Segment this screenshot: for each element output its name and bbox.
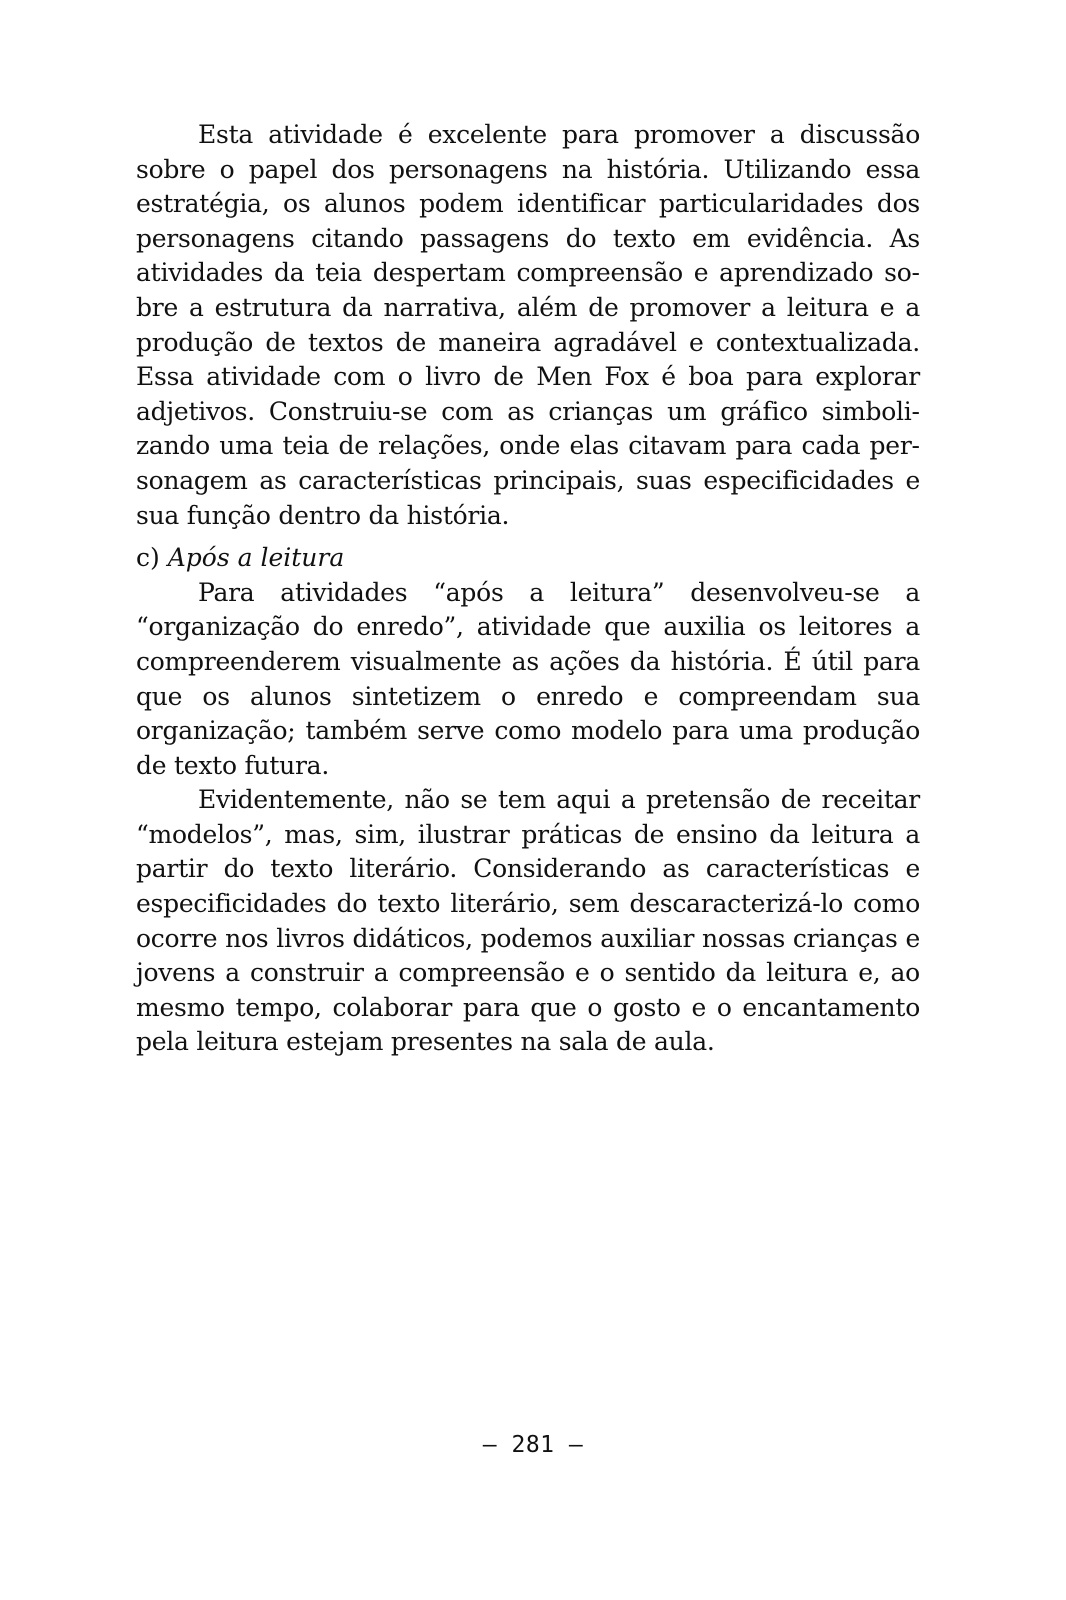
- page-number: – 281 –: [482, 1432, 584, 1458]
- paragraph-teia-activity: Esta atividade é excelente para promover a discussão sobre o papel dos personagens na história. Utilizando essa estratégia, os alunos podem identificar particularidades dos personagens citando passagens do texto em evidência. As atividades da teia despertam compreensão e aprendizado sobre a estrutura da narrativa, além de promover a leitura e a produção de textos de maneira agradável e contextualizada. Essa atividade com o livro de Men Fox é boa para explorar adjetivos. Construiu-se com as crianças um gráfico simbolizando uma teia de relações, onde elas citavam para cada personagem as características principais, suas especificidades e sua função dentro da história.: [136, 120, 920, 530]
- section-marker: c): [136, 543, 160, 573]
- paragraph-conclusion: Evidentemente, não se tem aqui a pretensão de receitar “modelos”, mas, sim, ilustrar práticas de ensino da leitura a partir do texto literário. Considerando as características e especificidades do texto literário, sem descaracterizá-lo como ocorre nos livros didáticos, podemos auxiliar nossas crianças e jovens a construir a compreensão e o sentido da leitura e, ao mesmo tempo, colaborar para que o gosto e o encantamento pela leitura estejam presentes na sala de aula.: [136, 785, 920, 1057]
- page-body: [136, 118, 920, 1060]
- section-heading-apos-leitura: [136, 541, 920, 576]
- paragraph-apos-leitura: Para atividades “após a leitura” desenvolveu-se a “organização do enredo”, atividade que auxilia os leitores a compreenderem visualmente as ações da história. É útil para que os alunos sintetizem o enredo e compreendam sua organização; também serve como modelo para uma produção de texto futura.: [136, 577, 920, 780]
- section-title: Após a leitura: [167, 543, 345, 573]
